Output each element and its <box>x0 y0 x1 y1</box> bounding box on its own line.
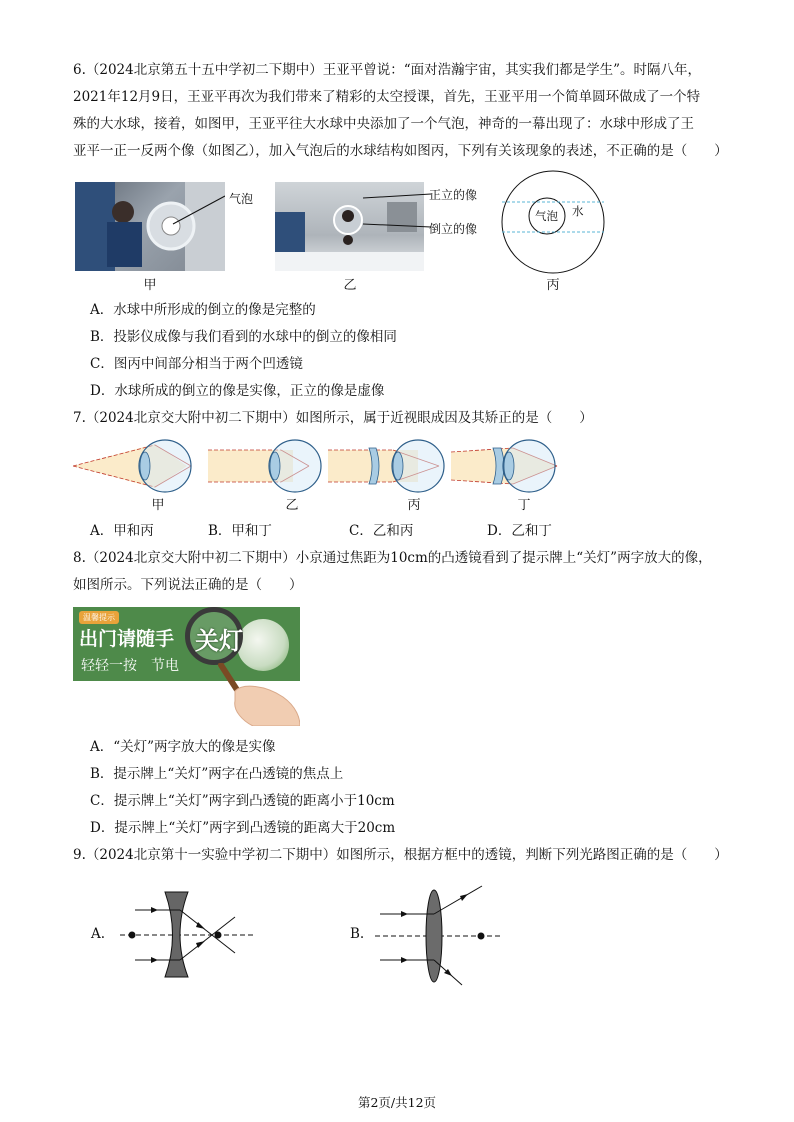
q6-stem-line-2: 2021年12月9日，王亚平再次为我们带来了精彩的太空授课，首先，王亚平用一个简单圆环做成了一个特 <box>73 89 701 105</box>
q6-photo-jia <box>75 182 225 271</box>
q6-caption-jia: 甲 <box>143 278 157 293</box>
q7-caption-3: 丙 <box>407 498 421 513</box>
q8-sign-badge: 温馨提示 <box>79 611 119 624</box>
q8-hand-icon <box>213 663 300 726</box>
q6-stem-line-1: 6.（2024北京第五十五中学初二下期中）王亚平曾说：“面对浩瀚宇宙，其实我们都是学生”。时隔八年， <box>73 62 702 78</box>
q9-stem-line-1: 9.（2024北京第十一实验中学初二下期中）如图所示，根据方框中的透镜，判断下列光路图正确的是（ ） <box>73 847 728 863</box>
q9-diagram-b-convex <box>370 880 505 990</box>
q6-option-b: B．投影仪成像与我们看到的水球中的倒立的像相同 <box>90 329 397 345</box>
q7-option-c: C．乙和丙 <box>349 523 414 539</box>
q9-diagram-a-concave <box>110 880 260 980</box>
q6-stem-line-3: 殊的大水球，接着，如图甲，王亚平往大水球中央添加了一个气泡，神奇的一幕出现了：水球中形成了王 <box>73 116 694 132</box>
q7-caption-1: 甲 <box>151 498 165 513</box>
q6-bing-bubble-label: 气泡 <box>535 209 558 223</box>
q7-caption-2: 乙 <box>285 498 299 513</box>
q8-sign-figure <box>73 607 300 726</box>
q7-option-b: B．甲和丁 <box>208 523 272 539</box>
q9-label-a: A. <box>91 926 106 942</box>
q6-bing-water-label: 水 <box>572 204 584 218</box>
q7-caption-4: 丁 <box>517 498 531 513</box>
q7-option-d: D．乙和丁 <box>487 523 552 539</box>
q8-option-d: D．提示牌上“关灯”两字到凸透镜的距离大于20cm <box>90 820 396 836</box>
page-footer: 第2页/共12页 <box>357 1095 437 1110</box>
q6-stem-line-4: 亚平一正一反两个像（如图乙），加入气泡后的水球结构如图丙，下列有关该现象的表述，不正确的是（ ） <box>73 143 728 159</box>
q7-option-a: A．甲和丙 <box>90 523 154 539</box>
q8-sign-big-text: 关灯 <box>195 627 243 655</box>
q8-sign-text-2: 轻轻一按 节电 <box>81 658 179 674</box>
q8-option-a: A．“关灯”两字放大的像是实像 <box>90 739 276 755</box>
q6-option-c: C．图丙中间部分相当于两个凹透镜 <box>90 356 303 372</box>
q8-stem-line-2: 如图所示。下列说法正确的是（ ） <box>73 577 303 593</box>
q6-option-a: A．水球中所形成的倒立的像是完整的 <box>90 302 316 318</box>
q6-jia-bubble-label: 气泡 <box>229 192 254 206</box>
q6-yi-inverted-label: 倒立的像 <box>429 222 478 236</box>
q8-option-c: C．提示牌上“关灯”两字到凸透镜的距离小于10cm <box>90 793 395 809</box>
q9-label-b: B. <box>350 926 365 942</box>
q8-sign-text-1: 出门请随手 <box>79 628 175 650</box>
q6-yi-upright-label: 正立的像 <box>429 188 478 202</box>
q6-option-d: D．水球所成的倒立的像是实像，正立的像是虚像 <box>90 383 385 399</box>
q7-eye-diagrams <box>73 436 563 496</box>
q7-stem-line-1: 7.（2024北京交大附中初二下期中）如图所示，属于近视眼成因及其矫正的是（ ） <box>73 410 593 426</box>
q6-caption-yi: 乙 <box>343 278 357 293</box>
q6-yi-pointer-lines <box>355 186 435 236</box>
q8-stem-line-1: 8.（2024北京交大附中初二下期中）小京通过焦距为10cm的凸透镜看到了提示牌上“关灯”两字放大的像， <box>73 550 712 566</box>
q6-caption-bing: 丙 <box>546 278 560 293</box>
q8-option-b: B．提示牌上“关灯”两字在凸透镜的焦点上 <box>90 766 344 782</box>
